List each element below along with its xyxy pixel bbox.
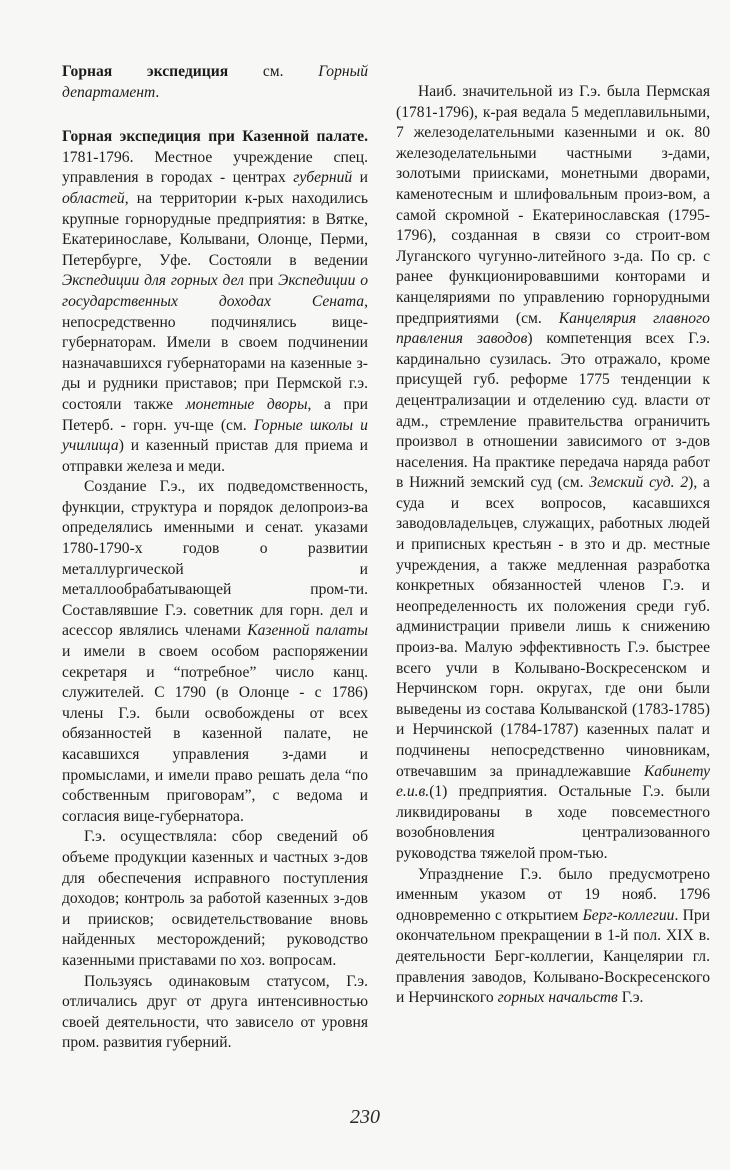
- see-label: см.: [262, 63, 284, 80]
- cross-reference: Горный департамент: [62, 63, 368, 101]
- cross-reference: областей: [62, 189, 125, 207]
- entry-gornaya-ekspeditsiya: Горная экспедиция см. Горный департамент.: [62, 63, 368, 101]
- cross-reference: Берг-коллегии: [582, 906, 675, 924]
- paragraph: Пользуясь одинаковым статусом, Г.э. отличались друг от друга интенсивностью своей деятельности, что зависело от уровня пром. развития губерний.: [62, 972, 368, 1052]
- cross-reference: Экспедиции для горных дел: [62, 272, 244, 290]
- cross-reference: Кабинету е.и.в.: [396, 762, 710, 801]
- page-number: 230: [350, 1106, 380, 1128]
- paragraph: Создание Г.э., их подведомственность, функции, структура и порядок делопроиз-ва определялись именными и сенат. указами 1780-1790-х годов о развитии металлургической и металлообрабатывающей пром-ти. Составлявшие Г.э. советник для горн. дел и асессор являлись членами Казенной палаты и имели в своем особом распоряжении секретаря и “потребное” число канц. служителей. С 1790 (в Олонце - с 1786) члены Г.э. были освобождены от всех обязанностей в казенной палате, не касавшихся управления з-дами и промыслами, и имели право решать дела “по собственным приговорам”, с ведома и согласия вице-губернатора.: [62, 478, 368, 825]
- cross-reference: Казенной палаты: [247, 622, 368, 640]
- paragraph: Г.э. осуществляла: сбор сведений об объеме продукции казенных и частных з-дов для обеспечения исправного поступления доходов; контроль за работой казенных з-дов и приисков; освидетельствование вновь найденных месторождений; руководство казенными приставами по хоз. вопросам.: [62, 828, 368, 969]
- cross-reference: горных начальств: [497, 989, 618, 1007]
- cross-reference: монетные дворы: [185, 395, 308, 413]
- headword: Горная экспедиция: [62, 63, 229, 80]
- left-column: [62, 62, 368, 1054]
- right-column: [396, 62, 710, 1009]
- paragraph: Упразднение Г.э. было предусмотрено именным указом от 19 нояб. 1796 одновременно с открытием Берг-коллегии. При окончательном прекращении в 1-й пол. XIX в. деятельности Берг-коллегии, Канцелярии гл. правления заводов, Колывано-Воскресенского и Нерчинского горных начальств Г.э.: [396, 865, 710, 1007]
- cross-reference: Экспедиции о государственных доходах Сената: [62, 272, 368, 310]
- entry-gornaya-ekspeditsiya-pri-kazennoy-palate: Горная экспедиция при Казенной палате. 1781-1796. Местное учреждение спец. управления в городах - центрах губерний и областей, на территории к-рых находились крупные горнорудные предприятия: в Вятке, Екатеринославе, Колывани, Олонце, Перми, Петербурге, Уфе. Состояли в ведении Экспедиции для горных дел при Экспедиции о государственных доходах Сената, непосредственно подчинялись вице-губернаторам. Имели в своем подчинении назначавшихся губернаторами на казенные з-ды и рудники приставов; при Пермской г.э. состояли также монетные дворы, а при Петерб. - горн. уч-ще (см. Горные школы и училища) и казенный пристав для приема и отправки железа и меди.: [62, 128, 369, 475]
- cross-reference: Канцелярия главного правления заводов: [396, 309, 710, 348]
- cross-reference: Горные школы и училища: [62, 416, 368, 455]
- paragraph: Наиб. значительной из Г.э. была Пермская (1781-1796), к-рая ведала 5 медеплавильными, 7 железоделательными казенными и ок. 80 железоделательными частными з-дами, золотыми приисками, монетными дворами, каменотесным и шлифовальным произ-вом, а самой скромной - Екатеринославская (1795-1796), созданная в связи со строит-вом Луганского чугунно-литейного з-да. По ср. с ранее функционировавшими конторами и канцеляриями по управлению горнорудными предприятиями (см. Канцелярия главного правления заводов) компетенция всех Г.э. кардинально сузилась. Это отражало, кроме присущей губ. реформе 1775 тенденции к децентрализации и отделению суд. власти от адм., стремление правительства ограничить произвол в отношении зависимого от з-дов населения. На практике передача наряда работ в Нижний земский суд (см. Земский суд. 2), а суда и всех вопросов, касавшихся заводовладельцев, служащих, работных людей и приписных крестьян - в зто и др. местные учреждения, а также медленная разработка конкретных обязанностей членов Г.э. и неопределенность их положения среди губ. администрации привели лишь к снижению произ-ва. Малую эффективность Г.э. быстрее всего учли в Колывано-Воскресенском и Нерчинском горн. округах, где они были выведены из состава Колыванской (1783-1785) и Нерчинской (1784-1787) казенных палат и подчинены непосредственно чиновникам, отвечавшим за принадлежавшие Кабинету е.и.в.(1) предприятия. Остальные Г.э. были ликвидированы в ходе повсеместного возобновления централизованного руководства тяжелой пром-тью.: [396, 83, 710, 862]
- cross-reference: Земский суд. 2: [589, 474, 689, 492]
- headword: Горная экспедиция при Казенной палате.: [62, 128, 368, 146]
- cross-reference: губерний: [293, 169, 353, 187]
